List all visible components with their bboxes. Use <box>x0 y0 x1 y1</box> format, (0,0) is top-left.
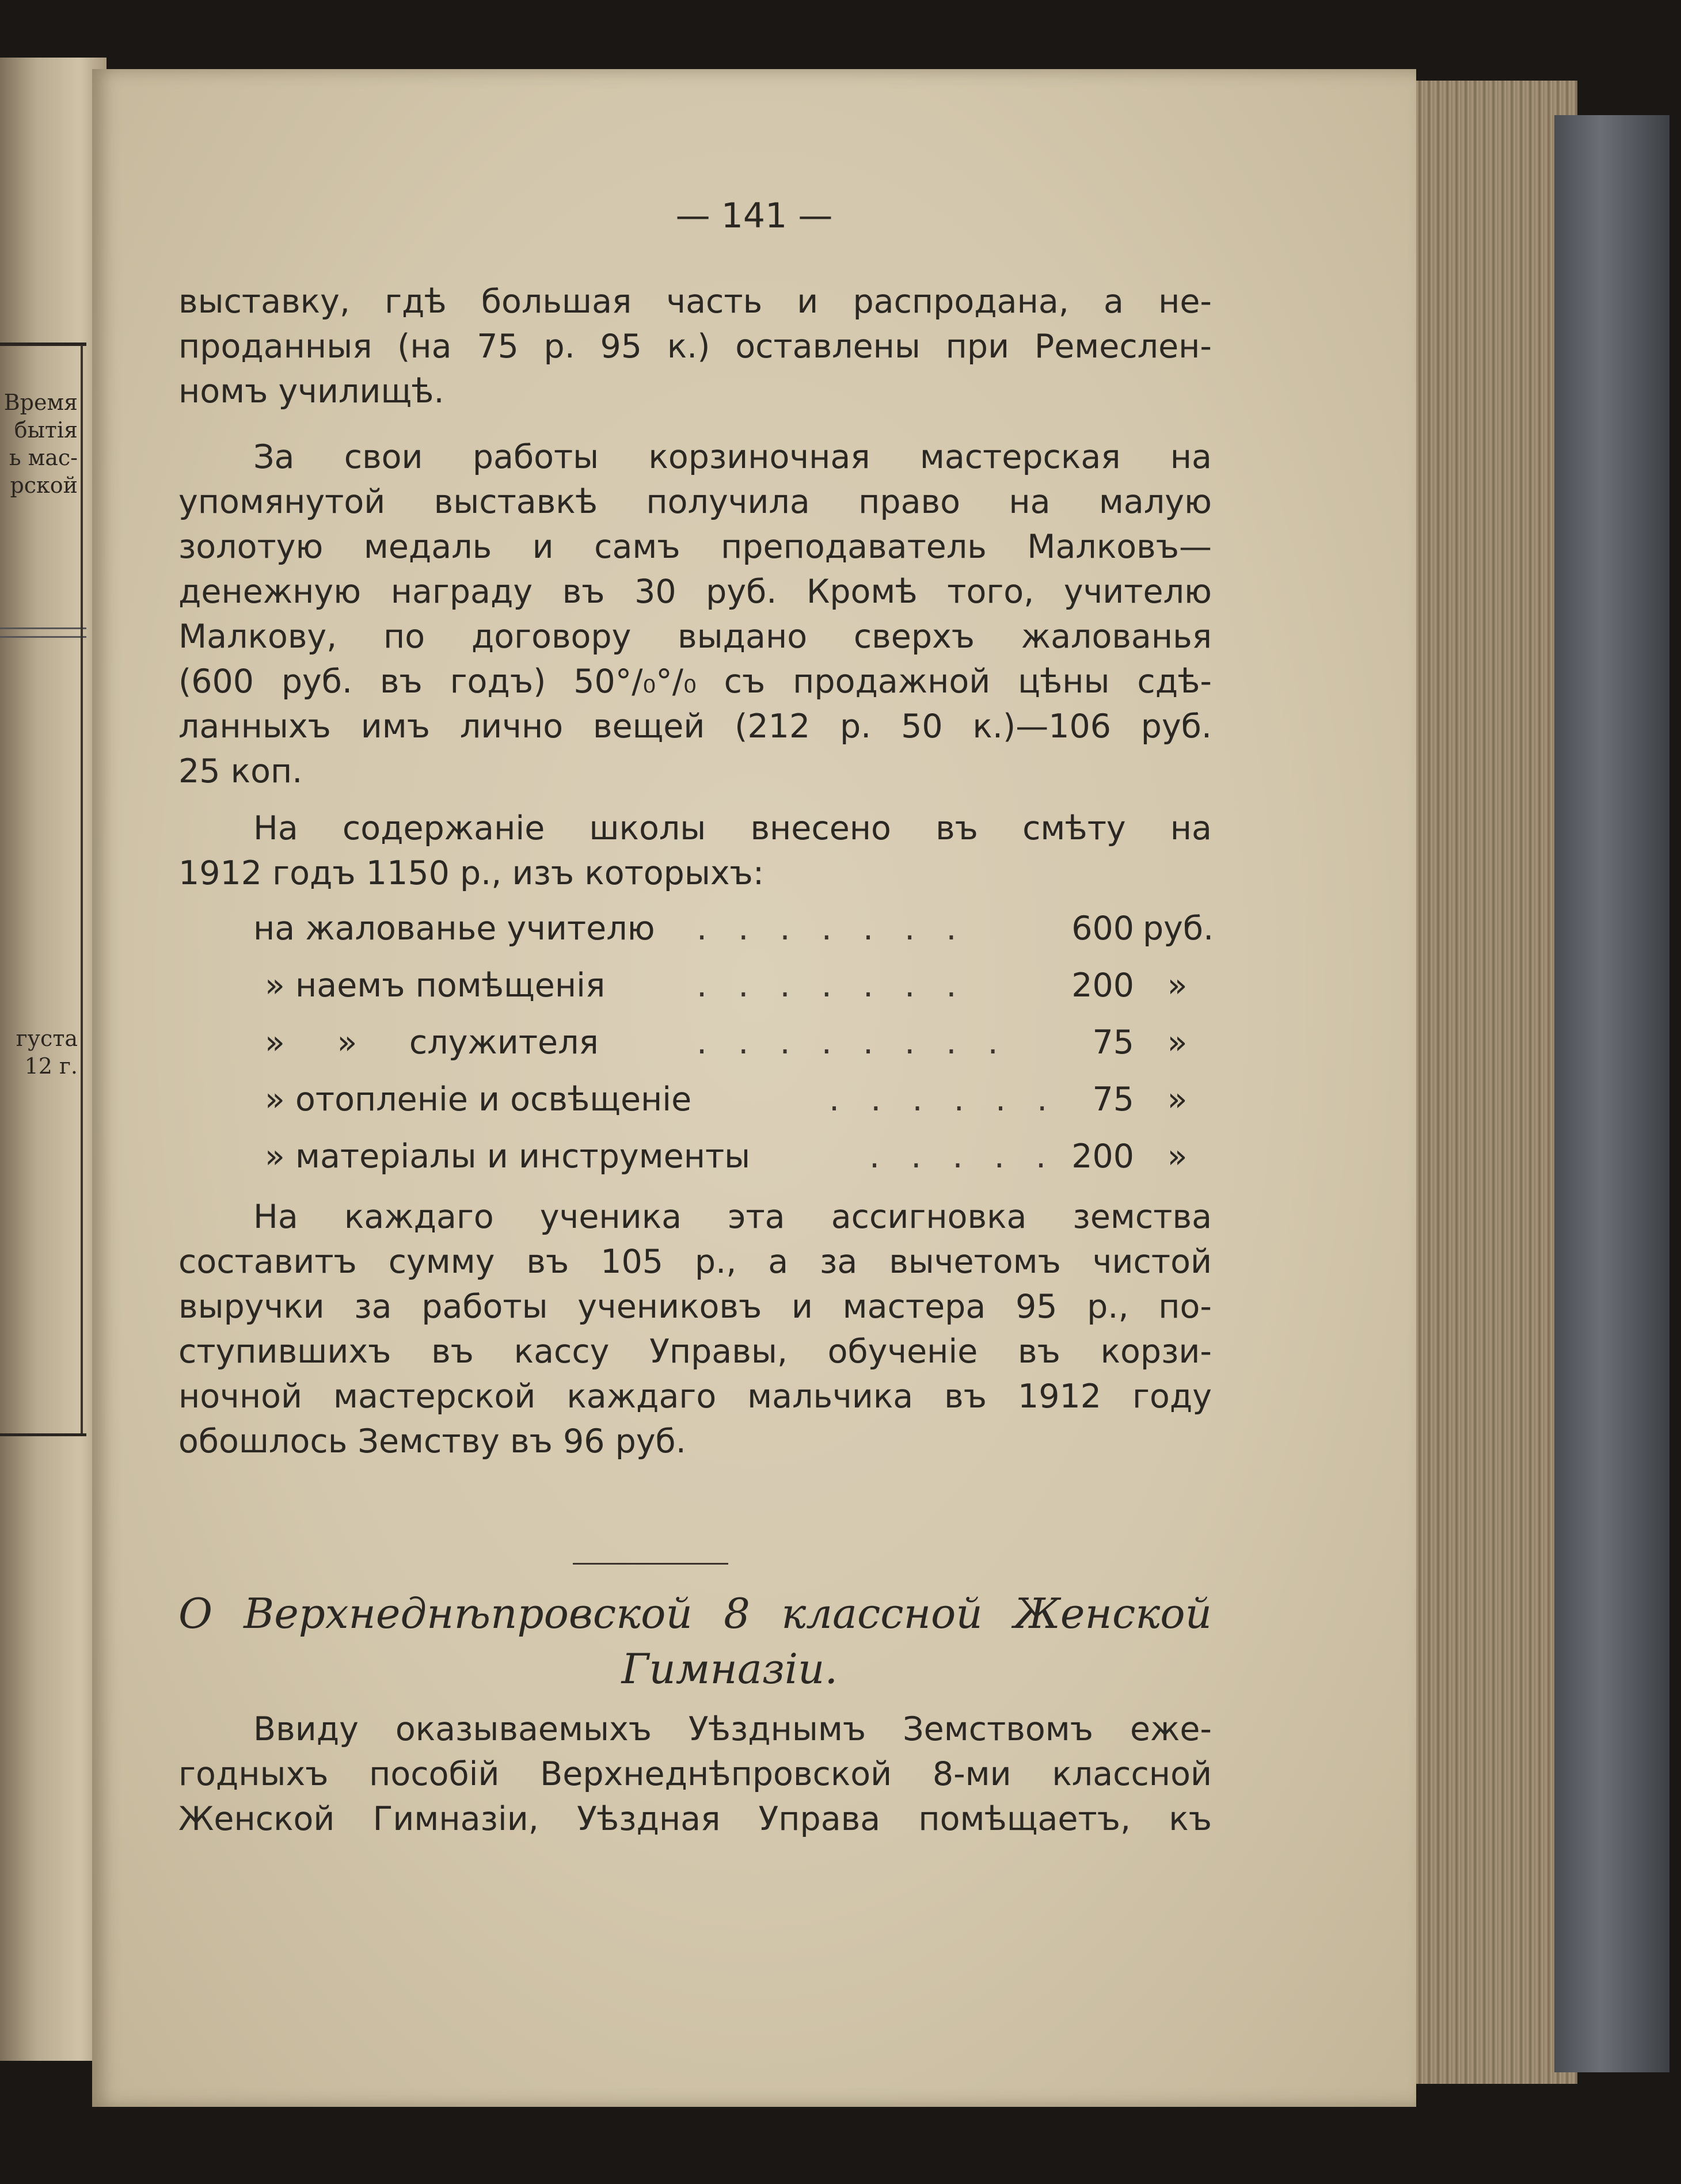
text-line: На каждаго ученика эта ассигновка земства <box>253 1198 1212 1236</box>
previous-page-edge <box>0 58 107 2061</box>
paragraph-5 <box>178 1707 1212 1841</box>
book-page-edges <box>1405 81 1577 2084</box>
budget-unit: » <box>1167 1137 1188 1175</box>
paragraph-1 <box>178 279 1212 414</box>
section-heading <box>178 1586 1212 1696</box>
budget-label: » матеріалы и инструменты <box>265 1137 751 1175</box>
budget-unit: » <box>1167 967 1188 1005</box>
section-heading-line-2: Гимназіи. <box>621 1645 838 1693</box>
text-line: выручки за работы учениковъ и мастера 95 р., по- <box>178 1288 1212 1326</box>
budget-unit: » <box>1167 1023 1188 1061</box>
previous-page-text-fragment-bottom: густа 12 г. <box>16 1026 78 1079</box>
table-vertical-rule <box>81 345 83 1433</box>
budget-row-salary <box>178 910 1212 967</box>
leader-dots: . . . . . . <box>829 1080 1058 1118</box>
book-cover <box>1554 115 1669 2072</box>
budget-amount: 200 <box>1071 967 1134 1005</box>
budget-amount: 75 <box>1092 1080 1134 1118</box>
leader-dots: . . . . . . . <box>697 910 967 948</box>
section-heading-line-1: О Верхнеднѣпровской 8 классной Женской <box>178 1589 1212 1638</box>
leader-dots: . . . . . <box>869 1137 1057 1175</box>
budget-amount: 600 <box>1071 910 1134 948</box>
text-line: Ввиду оказываемыхъ Уѣзднымъ Земствомъ еже- <box>253 1710 1212 1748</box>
budget-label: » наемъ помѣщенія <box>265 967 606 1005</box>
leader-dots: . . . . . . . <box>697 967 967 1005</box>
budget-amount: 200 <box>1071 1137 1134 1175</box>
text-line: Малкову, по договору выдано сверхъ жалованья <box>178 618 1212 656</box>
text-line: ланныхъ имъ лично вещей (212 р. 50 к.)—106 руб. <box>178 707 1212 745</box>
text-line: проданныя (на 75 р. 95 к.) оставлены при Ремеслен- <box>178 328 1212 366</box>
text-line: Женской Гимназіи, Уѣздная Управа помѣщаетъ, къ <box>178 1800 1212 1838</box>
budget-amount: 75 <box>1092 1023 1134 1061</box>
previous-page-text-fragment-top: Время бытія ь мас- рской <box>3 390 78 498</box>
paragraph-2 <box>178 435 1212 794</box>
budget-row-materials <box>178 1137 1212 1194</box>
budget-label: на жалованье учителю <box>253 910 655 948</box>
text-line: 1912 годъ 1150 р., изъ которыхъ: <box>178 854 765 892</box>
text-line: денежную награду въ 30 руб. Кромѣ того, учителю <box>178 573 1212 611</box>
budget-row-heating <box>178 1080 1212 1137</box>
budget-label: » отопленіе и освѣщеніе <box>265 1080 692 1118</box>
text-line: номъ училищѣ. <box>178 372 444 410</box>
budget-row-servant <box>178 1023 1212 1080</box>
table-rule-bottom <box>0 1433 86 1436</box>
budget-unit: » <box>1167 1080 1188 1118</box>
budget-unit: руб. <box>1143 910 1214 948</box>
text-line: обошлось Земству въ 96 руб. <box>178 1422 686 1460</box>
table-rule-double-a <box>0 627 86 629</box>
table-rule-top <box>0 343 86 346</box>
section-separator-rule <box>573 1563 728 1565</box>
text-line: ступившихъ въ кассу Управы, обученіе въ корзи- <box>178 1333 1212 1371</box>
text-line: На содержаніе школы внесено въ смѣту на <box>253 809 1212 847</box>
book-page <box>92 69 1416 2107</box>
paragraph-4 <box>178 1194 1212 1464</box>
paragraph-3 <box>178 806 1212 896</box>
text-line: годныхъ пособій Верхнеднѣпровской 8-ми классной <box>178 1755 1212 1793</box>
text-line: 25 коп. <box>178 752 303 790</box>
text-line: ночной мастерской каждаго мальчика въ 1912 году <box>178 1378 1212 1416</box>
text-line: упомянутой выставкѣ получила право на малую <box>178 483 1212 521</box>
text-line: (600 руб. въ годъ) 50°/₀°/₀ съ продажной цѣны сдѣ- <box>178 663 1212 701</box>
budget-row-rent <box>178 967 1212 1023</box>
leader-dots: . . . . . . . . <box>697 1023 1009 1061</box>
budget-table <box>178 910 1212 1194</box>
text-line: составитъ сумму въ 105 р., а за вычетомъ чистой <box>178 1243 1212 1281</box>
page-number: — 141 — <box>675 196 833 236</box>
table-rule-double-b <box>0 636 86 638</box>
budget-label: » » служителя <box>265 1023 599 1061</box>
text-line: выставку, гдѣ большая часть и распродана, а не- <box>178 283 1212 321</box>
text-line: За свои работы корзиночная мастерская на <box>253 438 1212 476</box>
text-line: золотую медаль и самъ преподаватель Малковъ— <box>178 528 1212 566</box>
